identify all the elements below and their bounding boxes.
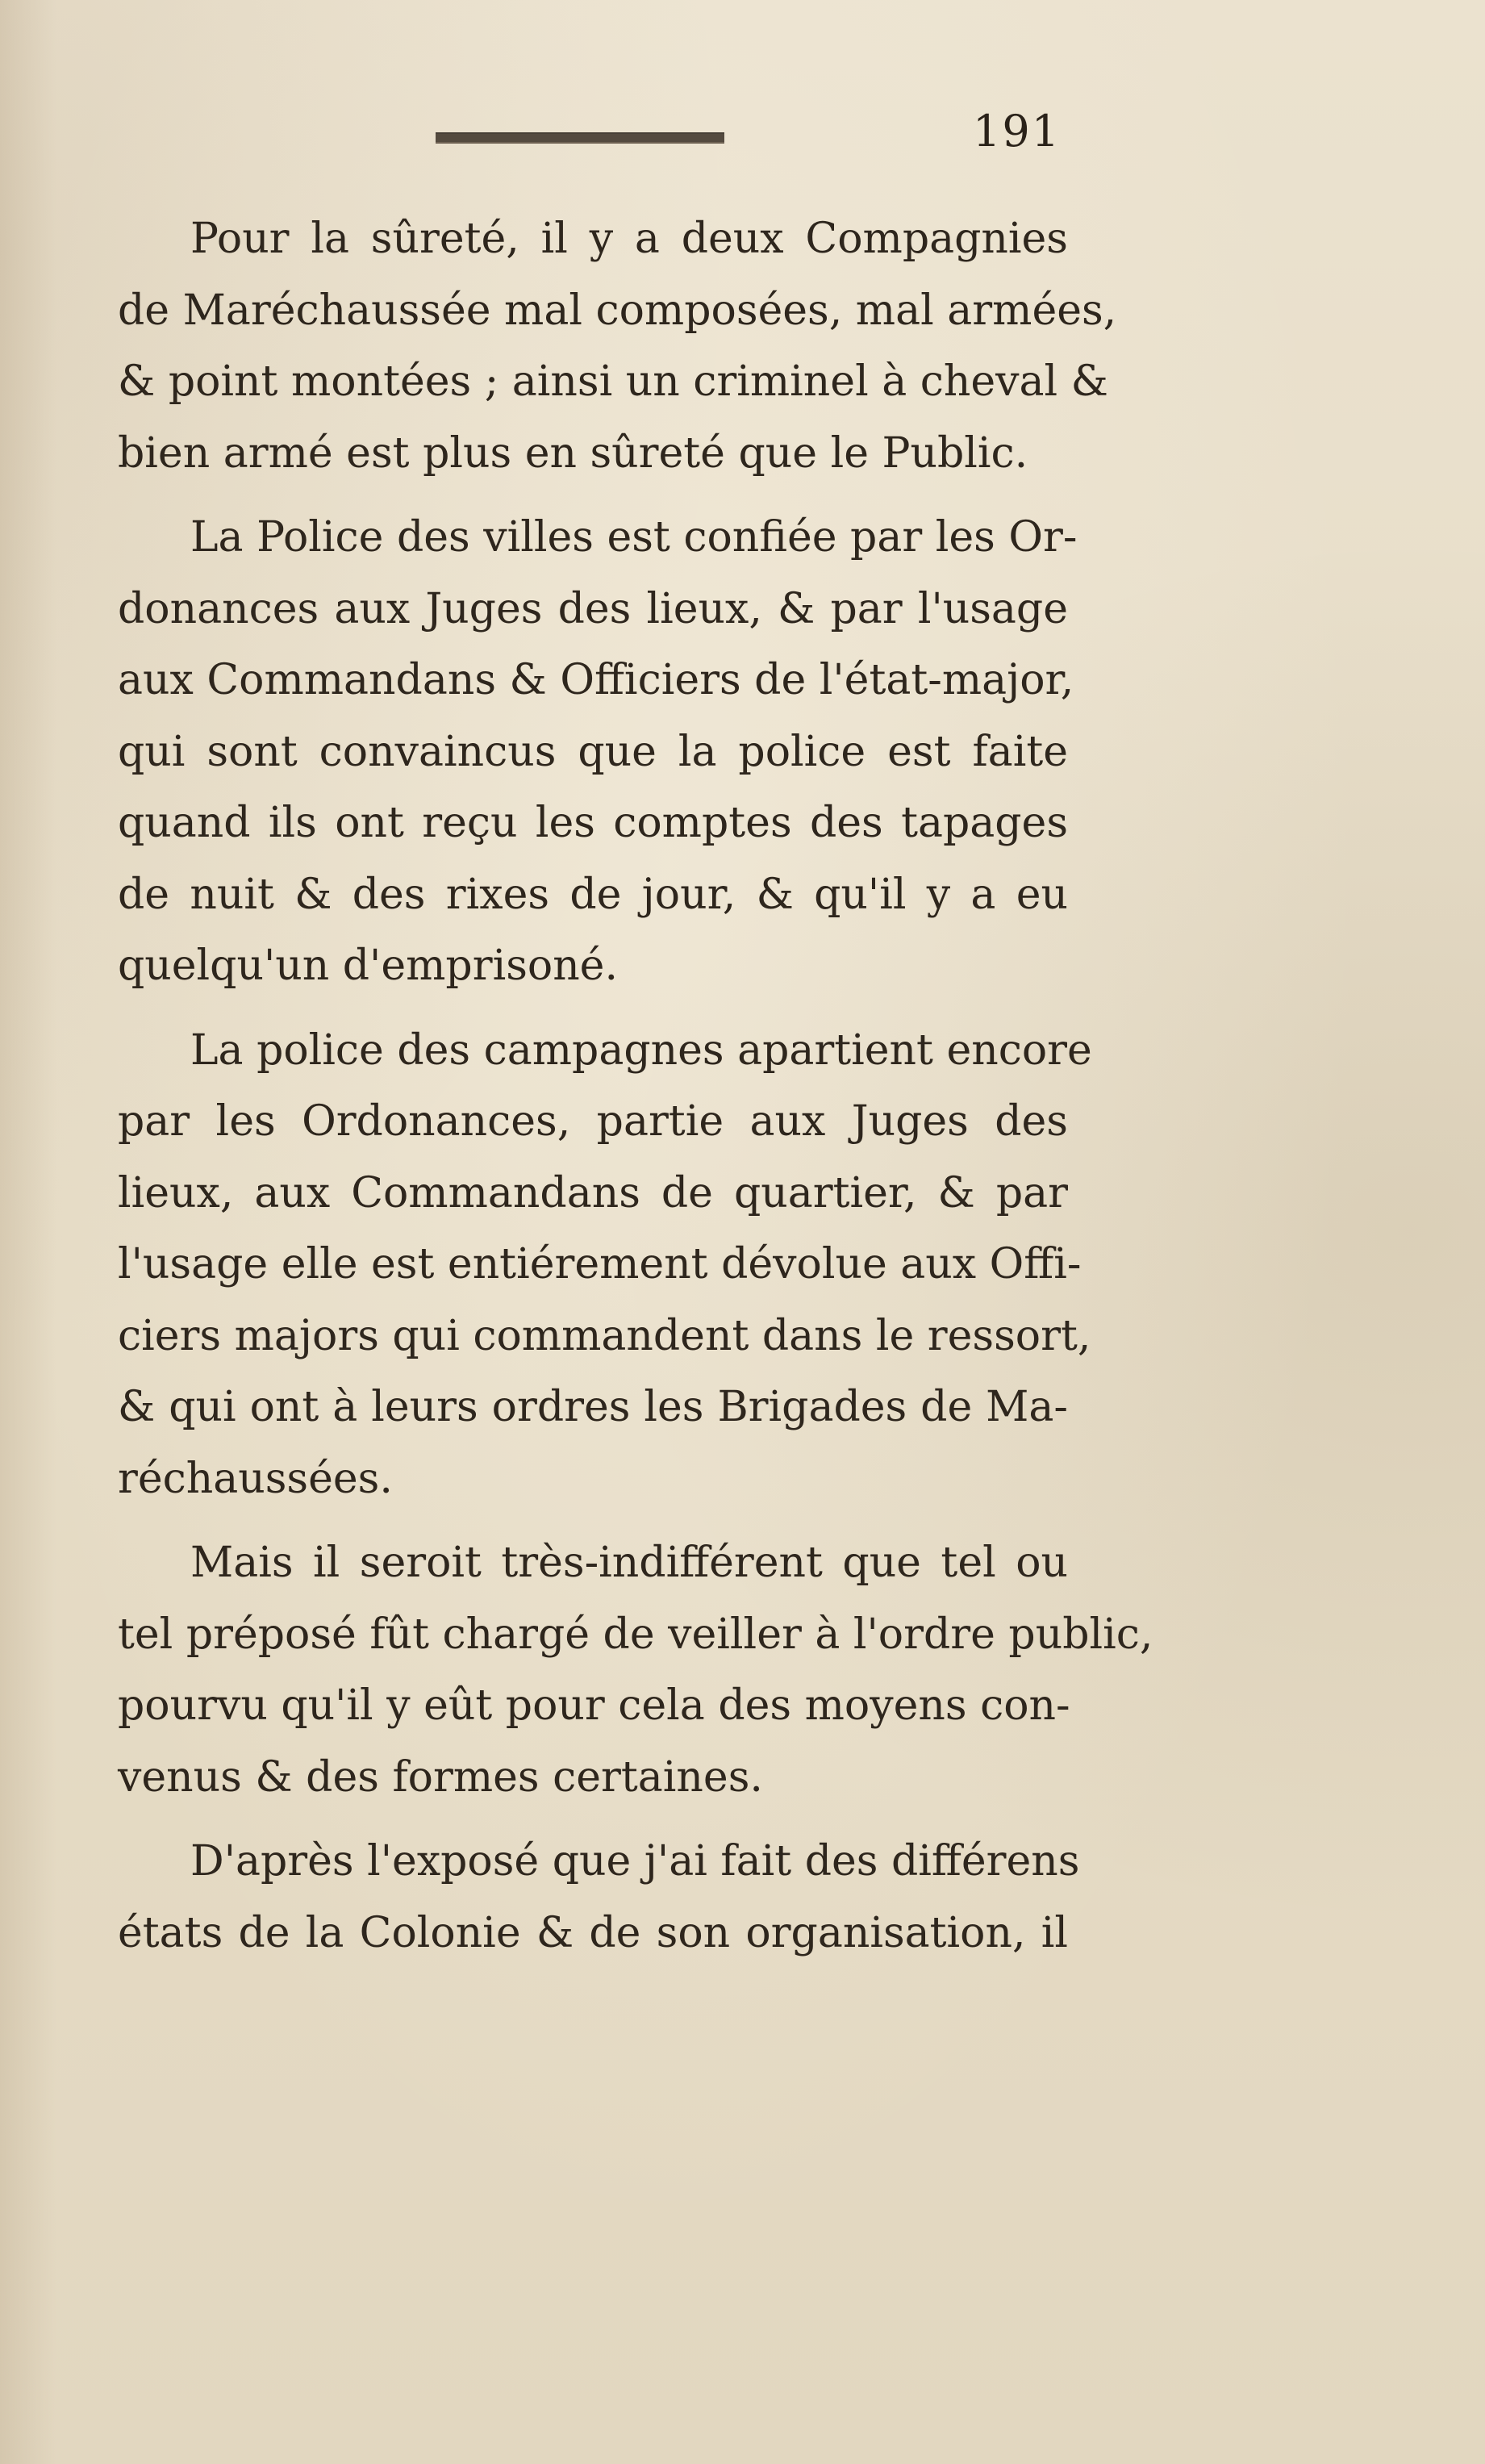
text-line: qui sont convaincus que la police est faite <box>118 727 1068 776</box>
text-line: l'usage elle est entiérement dévolue aux Offi- <box>118 1240 1082 1288</box>
text-line: venus & des formes certaines. <box>118 1752 763 1802</box>
text-line: & point montées ; ainsi un criminel à cheval & <box>118 357 1108 406</box>
text-line: donances aux Juges des lieux, & par l'usage <box>118 584 1068 633</box>
paragraph <box>118 1826 1080 1969</box>
text-line: réchaussées. <box>118 1454 393 1503</box>
paragraph <box>118 1015 1092 1515</box>
paragraph <box>118 203 1117 489</box>
text-line: Mais il seroit très-indifférent que tel ou <box>190 1539 1068 1587</box>
text-line: de nuit & des rixes de jour, & qu'il y a eu <box>118 870 1068 919</box>
text-line: quelqu'un d'emprisoné. <box>118 942 618 990</box>
text-line: & qui ont à leurs ordres les Brigades de Ma- <box>118 1383 1068 1431</box>
text-line: lieux, aux Commandans de quartier, & par <box>118 1168 1068 1217</box>
paragraph <box>118 1527 1153 1813</box>
text-line: Pour la sûreté, il y a deux Compagnies <box>190 215 1068 263</box>
text-line: aux Commandans & Officiers de l'état-major, <box>118 656 1074 704</box>
text-line: La police des campagnes apartient encore <box>190 1025 1092 1075</box>
paragraph <box>118 502 1078 1002</box>
text-line: de Maréchaussée mal composées, mal armées, <box>118 286 1117 335</box>
text-line: états de la Colonie & de son organisation, il <box>118 1908 1068 1957</box>
text-line: tel préposé fût chargé de veiller à l'ordre public, <box>118 1610 1153 1659</box>
binding-shadow <box>0 0 56 2464</box>
text-line: ciers majors qui commandent dans le ressort, <box>118 1311 1091 1360</box>
body-text <box>118 203 1153 1982</box>
text-line: La Police des villes est confiée par les Or- <box>190 513 1078 562</box>
page-number: 191 <box>973 106 1062 157</box>
text-line: par les Ordonances, partie aux Juges des <box>118 1097 1068 1146</box>
text-line: bien armé est plus en sûreté que le Public. <box>118 428 1028 478</box>
header-rule <box>436 132 724 144</box>
text-line: quand ils ont reçu les comptes des tapages <box>118 799 1068 847</box>
text-line: pourvu qu'il y eût pour cela des moyens con- <box>118 1681 1070 1730</box>
text-line: D'après l'exposé que j'ai fait des différens <box>190 1837 1080 1886</box>
